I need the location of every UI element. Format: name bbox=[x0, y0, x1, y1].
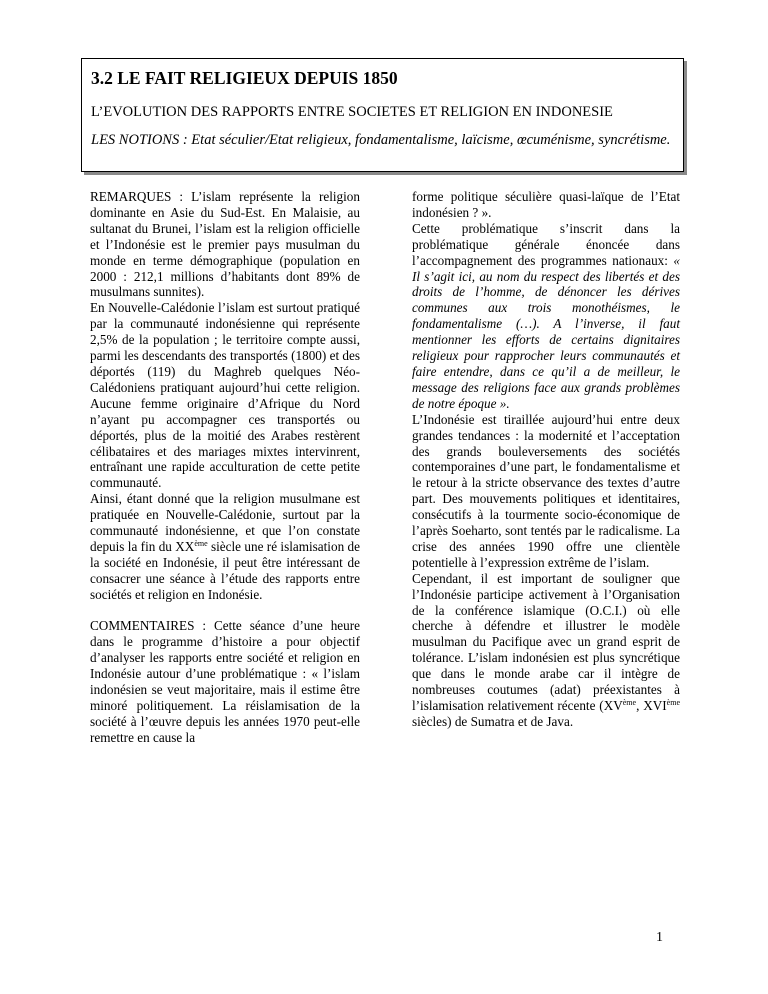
programme-quote: « Il s’agit ici, au nom du respect des libertés et des droits de l’homme, de dénoncer les dérives communes aux trois monothéismes, le fondamentalisme (…). A l’inverse, il faut mentionner les efforts de certains dignitaires religieux pour rapprocher leurs communautés et faire entendre, dans ce qu’il a de meilleur, le message des religions face aux grands problèmes de notre époque ». bbox=[412, 252, 680, 411]
remarques-3-text-b: siècle une ré islamisation de la société en Indonésie, il peut être intéressant de consacrer une séance à l’étude des rapports entre sociétés et religion en Indonésie. bbox=[90, 538, 360, 602]
page-title: 3.2 LE FAIT RELIGIEUX DEPUIS 1850 bbox=[91, 68, 398, 88]
header-box bbox=[81, 58, 684, 172]
cependant-text-b: , XVI bbox=[636, 698, 667, 713]
remarques-paragraph-3 bbox=[90, 491, 360, 602]
problematique-intro: Cette problématique s’inscrit dans la problématique générale énoncée dans l’accompagnement des programmes nationaux: bbox=[412, 220, 680, 268]
cependant-text-a: Cependant, il est important de souligner que l’Indonésie participe activement à l’Organisation de la conférence islamique (O.C.I.) où elle cherche à défendre et illustrer le modèle musulman du Pacifique avec un grand esprit de tolérance. L’islam indonésien est plus syncrétique que dans le monde arabe car il intègre de nombreuses coutumes (adat) préexistantes à l’islamisation relativement récente (XV bbox=[412, 570, 680, 713]
superscript-eme-1: ème bbox=[622, 698, 637, 707]
notions-line: LES NOTIONS : Etat séculier/Etat religieux, fondamentalisme, laïcisme, œcuménisme, syncrétisme. bbox=[91, 132, 671, 148]
section-subtitle: L’EVOLUTION DES RAPPORTS ENTRE SOCIETES ET RELIGION EN INDONESIE bbox=[91, 104, 613, 120]
right-column bbox=[412, 189, 680, 730]
tendances-paragraph: L’Indonésie est tiraillée aujourd’hui entre deux grandes tendances : la modernité et l’acceptation des grands bouleversements des sociétés contemporaines d’une part, le fondamentalisme et le retour à la stricte observance des textes d’autre part. Des mouvements politiques et identitaires, consécutifs à la tourmente socio-économique de l’après Soeharto, sont tentés par le radicalisme. La crise des années 1990 offre une clientèle potentielle à l’expression extrême de l’islam. bbox=[412, 411, 680, 570]
superscript-eme-2: ème bbox=[666, 698, 680, 707]
left-column bbox=[90, 189, 360, 746]
continuation-paragraph: forme politique séculière quasi-laïque de l’Etat indonésien ? ». bbox=[412, 189, 680, 220]
remarques-paragraph-2: En Nouvelle-Calédonie l’islam est surtout pratiqué par la communauté indonésienne qui représente 2,5% de la population ; le territoire compte aussi, parmi les descendants des transportés (1800) et des déportés (119) du Maghreb quelques Néo-Calédoniens pratiquant aujourd’hui cette religion. Aucune femme originaire d’Afrique du Nord n’ayant pu accompagner ces transportés ou déportés, plus de la moitié des Arabes restèrent célibataires et des mariages mixtes intervinrent, entraînant une rapide acculturation de cette petite communauté. bbox=[90, 300, 360, 491]
commentaires-paragraph: COMMENTAIRES : Cette séance d’une heure dans le programme d’histoire a pour objectif d’analyser les rapports entre société et religion en Indonésie autour d’une problématique : « l’islam indonésien se veut majoritaire, mais il estime être minoré politiquement. La réislamisation de la société à l’œuvre depuis les années 1970 peut-elle remettre en cause la bbox=[90, 618, 360, 745]
page-number: 1 bbox=[656, 930, 663, 945]
remarques-paragraph-1: REMARQUES : L’islam représente la religion dominante en Asie du Sud-Est. En Malaisie, au sultanat du Brunei, l’islam est la religion officielle et l’Indonésie est le premier pays musulman du monde en terme démographique (population en 2000 : 212,1 millions d’habitants dont 89% de musulmans sunnites). bbox=[90, 189, 360, 300]
cependant-text-c: siècles) de Sumatra et de Java. bbox=[412, 713, 574, 729]
problematique-paragraph bbox=[412, 221, 680, 412]
superscript-eme: ème bbox=[194, 538, 208, 548]
remarques-3-text-a: Ainsi, étant donné que la religion musulmane est pratiquée en Nouvelle-Calédonie, surtout par la communauté indonésienne, et que l’on constate depuis la fin du XX bbox=[90, 491, 360, 554]
cependant-paragraph bbox=[412, 571, 680, 730]
